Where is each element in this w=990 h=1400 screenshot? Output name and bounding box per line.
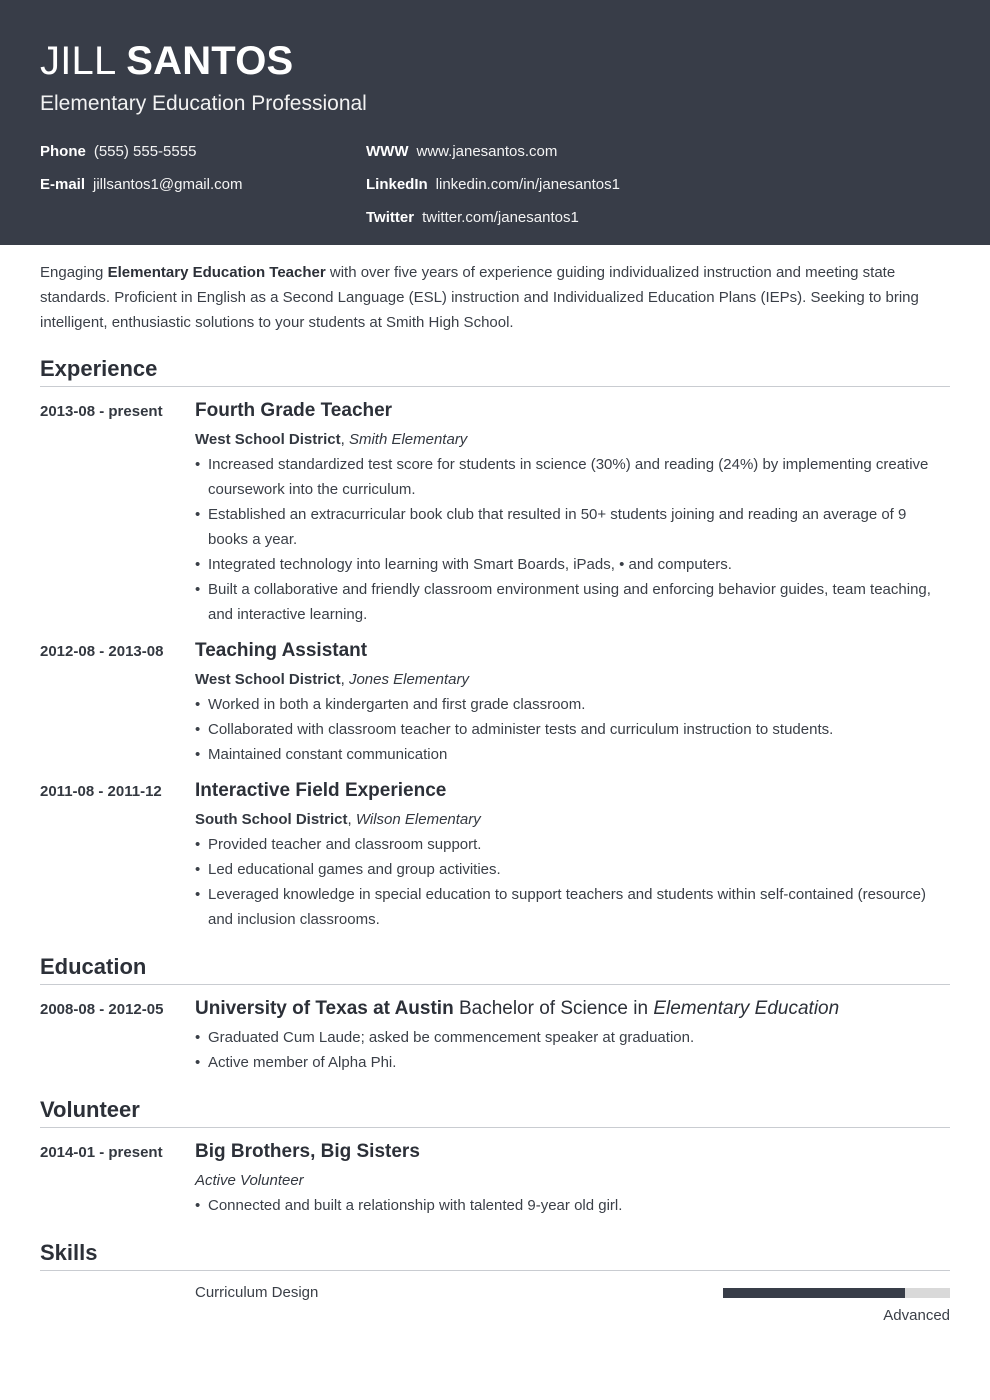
workplace: Wilson Elementary — [355, 811, 481, 828]
entry-date: 2014-01 - present — [40, 1144, 163, 1161]
headline: Elementary Education Professional — [40, 92, 367, 115]
employer: West School District — [195, 431, 341, 448]
entry-title: Fourth Grade Teacher — [195, 400, 393, 421]
list-item: • Graduated Cum Laude; asked be commencement speaker at graduation. — [195, 1025, 950, 1050]
entry-date: 2008-08 - 2012-05 — [40, 1001, 164, 1018]
school-name: University of Texas at Austin — [195, 998, 454, 1019]
candidate-name — [40, 38, 293, 84]
list-item: • Increased standardized test score for students in science (30%) and reading (24%) by implementing creative coursework into the curriculum. — [195, 452, 950, 502]
list-item: • Provided teacher and classroom support. — [195, 832, 950, 857]
contact-label: WWW — [366, 143, 409, 160]
list-item: • Collaborated with classroom teacher to administer tests and curriculum instruction to students. — [195, 717, 950, 742]
contact-twitter — [366, 208, 579, 228]
list-item: • Connected and built a relationship with talented 9-year old girl. — [195, 1193, 950, 1218]
volunteer-entry — [195, 1140, 950, 1218]
resume-header — [0, 0, 990, 245]
list-item: • Integrated technology into learning with Smart Boards, iPads, • and computers. — [195, 552, 950, 577]
first-name: JILL — [40, 39, 115, 83]
field-of-study: Elementary Education — [653, 998, 840, 1019]
section-title-volunteer: Volunteer — [40, 1096, 950, 1128]
entry-organization — [195, 807, 950, 832]
degree: Bachelor of Science in — [453, 998, 654, 1019]
entry-date: 2013-08 - present — [40, 403, 163, 420]
contact-value[interactable]: twitter.com/janesantos1 — [422, 209, 579, 226]
contact-phone — [40, 142, 196, 162]
entry-role — [195, 1168, 950, 1193]
workplace: Smith Elementary — [348, 431, 468, 448]
entry-title: Big Brothers, Big Sisters — [195, 1141, 420, 1162]
experience-entry — [195, 779, 950, 932]
skill-level-bar — [723, 1288, 950, 1298]
contact-label: Phone — [40, 143, 86, 160]
list-item: • Built a collaborative and friendly classroom environment using and enforcing behavior guides, team teaching, and interactive learning. — [195, 577, 950, 627]
summary-text: Engaging — [40, 264, 108, 281]
entry-organization — [195, 427, 950, 452]
entry-date: 2011-08 - 2011-12 — [40, 783, 162, 800]
section-title-experience: Experience — [40, 355, 950, 387]
role: Active Volunteer — [195, 1172, 304, 1189]
bullet-list — [195, 1025, 950, 1075]
contact-label: Twitter — [366, 209, 415, 226]
list-item: • Worked in both a kindergarten and first grade classroom. — [195, 692, 950, 717]
entry-organization — [195, 667, 950, 692]
list-item: • Leveraged knowledge in special education to support teachers and students within self-contained (resource) and inclusion classrooms. — [195, 882, 950, 932]
bullet-list — [195, 832, 950, 932]
bullet-list — [195, 1193, 950, 1218]
bullet-list — [195, 452, 950, 627]
list-item: • Led educational games and group activities. — [195, 857, 950, 882]
separator: , — [340, 431, 349, 448]
section-title-skills: Skills — [40, 1239, 950, 1271]
bullet-list — [195, 692, 950, 767]
skill-level-label: Advanced — [883, 1307, 950, 1324]
list-item: • Established an extracurricular book club that resulted in 50+ students joining and reading an average of 9 books a year. — [195, 502, 950, 552]
experience-entry — [195, 399, 950, 627]
entry-title — [195, 997, 950, 1021]
experience-entry — [195, 639, 950, 767]
section-title-education: Education — [40, 953, 950, 985]
summary — [40, 260, 945, 335]
skill-level-fill — [723, 1288, 905, 1298]
entry-date: 2012-08 - 2013-08 — [40, 643, 164, 660]
entry-title: Teaching Assistant — [195, 640, 368, 661]
education-entry — [195, 997, 950, 1075]
list-item: • Active member of Alpha Phi. — [195, 1050, 950, 1075]
skill-name: Curriculum Design — [195, 1284, 319, 1301]
list-item: • Maintained constant communication — [195, 742, 950, 767]
contact-label: E-mail — [40, 176, 86, 193]
contact-linkedin — [366, 175, 620, 195]
contact-value[interactable]: www.janesantos.com — [416, 143, 558, 160]
contact-value[interactable]: linkedin.com/in/janesantos1 — [435, 176, 620, 193]
last-name: SANTOS — [126, 39, 294, 83]
contact-label: LinkedIn — [366, 176, 428, 193]
entry-title: Interactive Field Experience — [195, 780, 447, 801]
separator: , — [340, 671, 349, 688]
summary-text: with over five years of experience guiding individualized instruction and meeting state standards. Proficient in English as a Second Language (ESL) instruction and Individualized Education Plans (IEPs). Seeking to bring intelligent, enthusiastic solutions to your students at Smith High School. — [40, 264, 919, 331]
contact-value: (555) 555-5555 — [93, 143, 197, 160]
contact-email — [40, 175, 242, 195]
summary-highlight: Elementary Education Teacher — [107, 264, 326, 281]
employer: West School District — [195, 671, 341, 688]
contact-www — [366, 142, 557, 162]
employer: South School District — [195, 811, 348, 828]
separator: , — [347, 811, 356, 828]
contact-value[interactable]: jillsantos1@gmail.com — [93, 176, 243, 193]
workplace: Jones Elementary — [348, 671, 469, 688]
